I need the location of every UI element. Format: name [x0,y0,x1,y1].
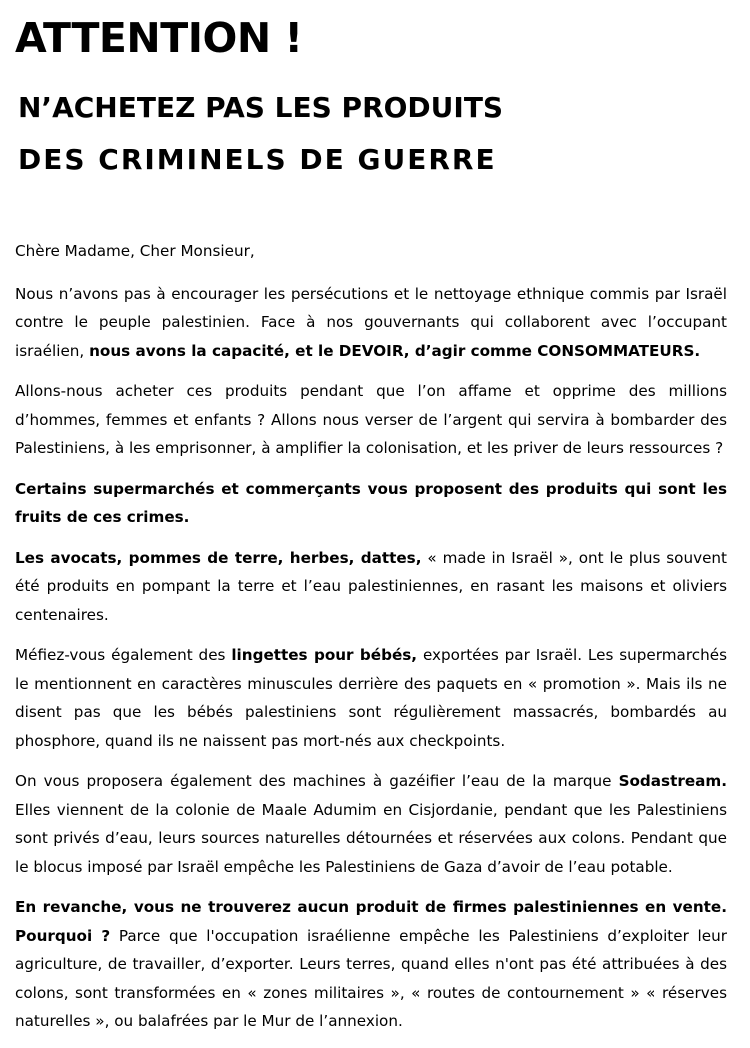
paragraph-warning-bold: Certains supermarchés et commerçants vous proposent des produits qui sont les fruits de ces crimes. [15,479,727,526]
paragraph-wipes-bold: lingettes pour bébés, [231,646,418,664]
letter-body [15,237,727,1048]
paragraph-wipes-text-after: exportées par Israël. Les supermarchés le mentionnent en caractères minuscules derrière des paquets en « promotion ». Mais ils ne disent pas que les bébés palestiniens sont régulièrement massacrés, bombardés au phosphore, quand ils ne naissent pas mort-nés aux checkpoints. [15,646,727,750]
paragraph-palestinian-products-bold: En revanche, vous ne trouverez aucun produit de firmes palestiniennes en vente. Pourquoi ? [15,898,727,945]
paragraph-produce-text: « made in Israël », ont le plus souvent été produits en pompant la terre et l’eau palestiniennes, en rasant les maisons et oliviers centenaires. [15,548,727,624]
paragraph-sodastream [15,767,727,881]
page-title: ATTENTION ! [15,14,303,62]
paragraph-questions: Allons-nous acheter ces produits pendant que l’on affame et opprime des millions d’hommes, femmes et enfants ? Allons nous verser de l’argent qui servira à bombarder des Palestiniens, à les emprisonner, à amplifier la colonisation, et les priver de leurs ressources ? [15,382,727,457]
paragraph-produce [15,544,727,630]
paragraph-sodastream-text-before: On vous proposera également des machines à gazéifier l’eau de la marque [15,772,619,790]
paragraph-wipes [15,641,727,755]
greeting: Chère Madame, Cher Monsieur, [15,242,255,260]
subtitle-line-1: N’ACHETEZ PAS LES PRODUITS [18,91,504,124]
subtitle-line-2: DES CRIMINELS DE GUERRE [18,143,497,176]
header [15,0,727,180]
paragraph-warning [15,475,727,532]
paragraph-palestinian-products [15,893,727,1036]
paragraph-intro-text: Nous n’avons pas à encourager les persécutions et le nettoyage ethnique commis par Israël contre le peuple palestinien. Face à nos gouvernants qui collaborent avec l’occupant israélien, [15,284,727,360]
paragraph-palestinian-products-text: Parce que l'occupation israélienne empêche les Palestiniens d’exploiter leur agriculture, de travailler, d’exporter. Leurs terres, quand elles n'ont pas été attribuées à des colons, sont transformées en « zones militaires », « routes de contournement » « réserves naturelles », ou balafrées par le Mur de l’annexion. [15,926,727,1030]
paragraph-sodastream-bold: Sodastream. [618,772,727,790]
paragraph-intro [15,280,727,366]
paragraph-intro-emphasis: nous avons la capacité, et le DEVOIR, d’agir comme CONSOMMATEURS. [89,341,701,360]
paragraph-sodastream-text-after: Elles viennent de la colonie de Maale Adumim en Cisjordanie, pendant que les Palestiniens sont privés d’eau, leurs sources naturelles détournées et réservées aux colons. Pendant que le blocus imposé par Israël empêche les Palestiniens de Gaza d’avoir de l’eau potable. [15,800,727,876]
paragraph-produce-bold: Les avocats, pommes de terre, herbes, dattes, [15,548,422,567]
paragraph-wipes-text-before: Méfiez-vous également des [15,646,232,664]
